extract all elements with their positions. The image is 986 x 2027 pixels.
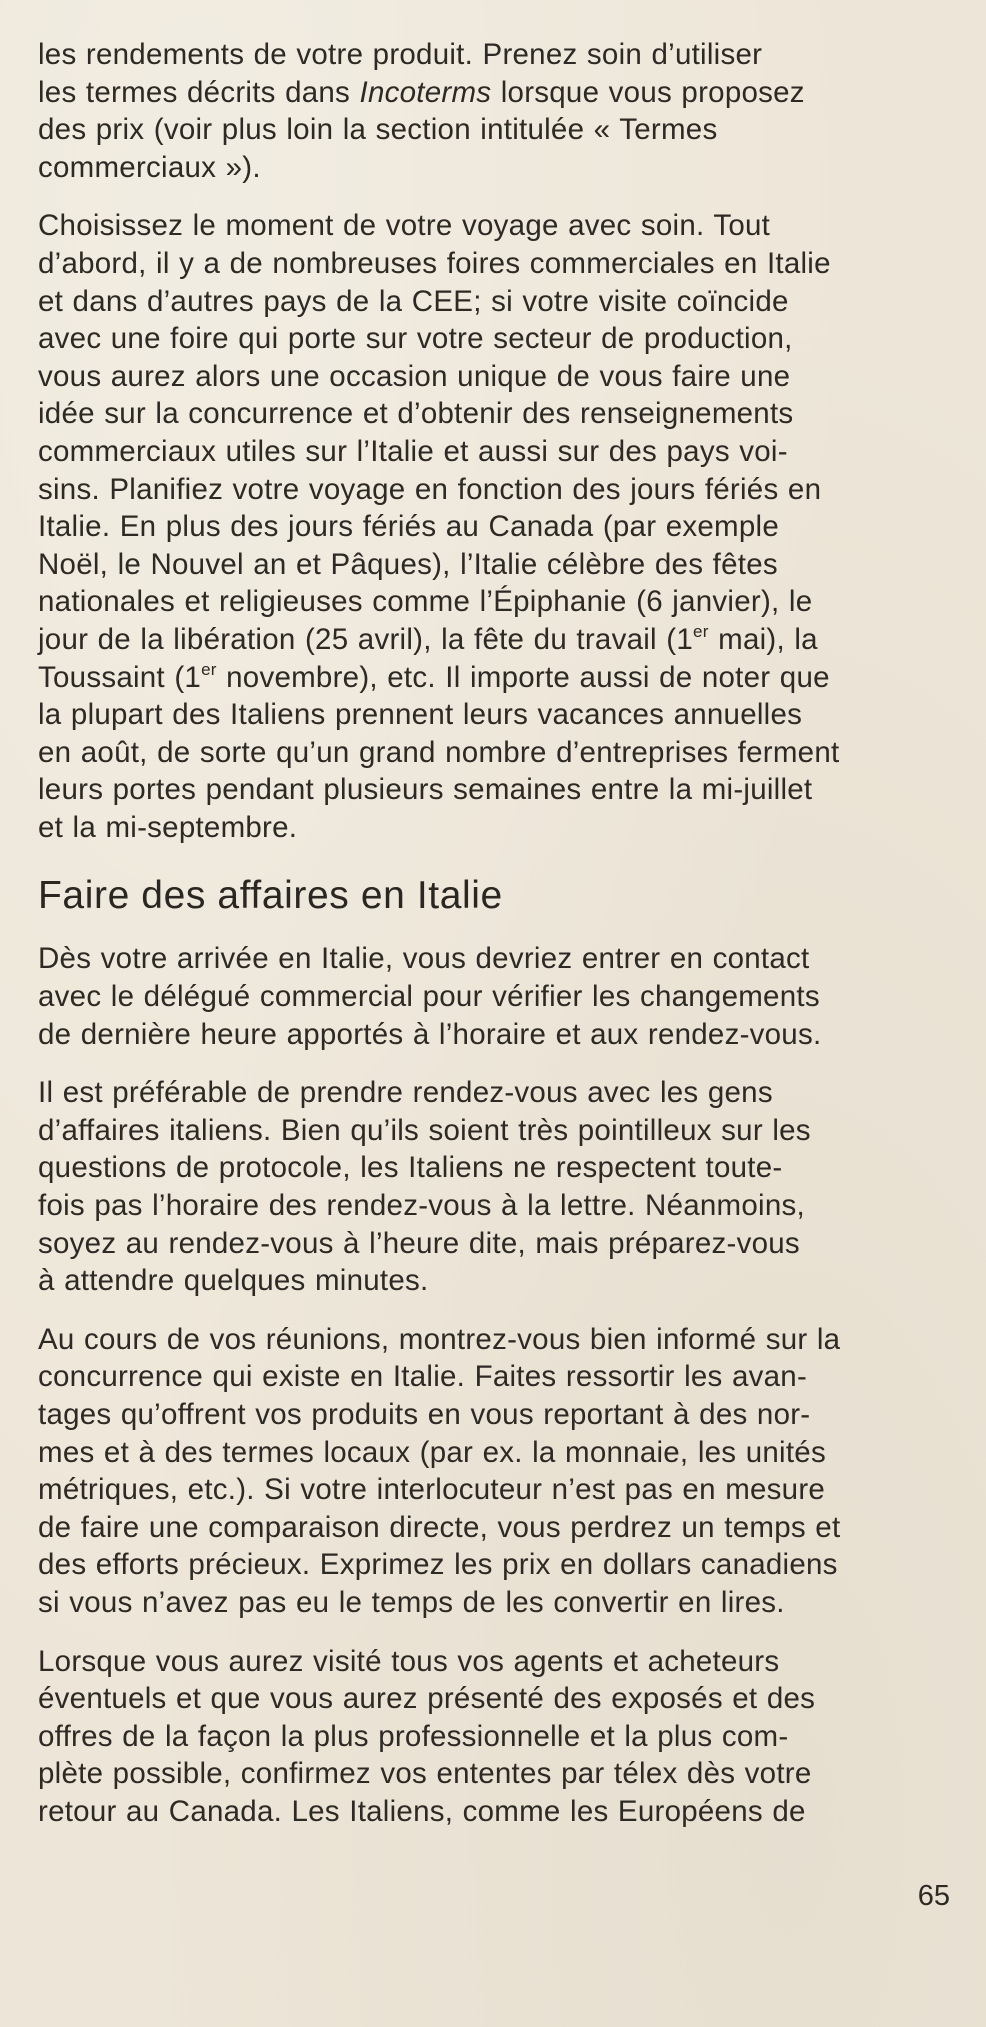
text-line: Lorsque vous aurez visité tous vos agents et acheteurs (38, 1644, 780, 1678)
text-line: Au cours de vos réunions, montrez-vous bien informé sur la (38, 1322, 841, 1356)
paragraph (38, 1321, 948, 1622)
text-line: et la mi-septembre. (38, 810, 298, 844)
text-line: de dernière heure apportés à l’horaire et aux rendez-vous. (38, 1017, 822, 1051)
text-line: éventuels et que vous aurez présenté des exposés et des (38, 1682, 816, 1716)
text-line: avec le délégué commercial pour vérifier les changements (38, 980, 820, 1014)
text-line: et dans d’autres pays de la CEE; si votre visite coïncide (38, 284, 789, 318)
paragraph (38, 1643, 948, 1831)
text-line: Dès votre arrivée en Italie, vous devriez entrer en contact (38, 942, 810, 976)
text-line (38, 659, 948, 697)
text-line: plète possible, confirmez vos ententes par télex dès votre (38, 1757, 812, 1791)
ordinal-superscript: er (693, 621, 709, 641)
ordinal-superscript: er (201, 659, 217, 679)
paragraph (38, 207, 948, 846)
text-line: vous aurez alors une occasion unique de vous faire une (38, 359, 791, 393)
text-line: retour au Canada. Les Italiens, comme les Européens de (38, 1794, 806, 1828)
text-line: de faire une comparaison directe, vous perdrez un temps et (38, 1510, 841, 1544)
text-line: Choisissez le moment de votre voyage avec soin. Tout (38, 209, 771, 243)
text-line: la plupart des Italiens prennent leurs vacances annuelles (38, 698, 803, 732)
paragraph (38, 36, 948, 186)
page-number: 65 (917, 1880, 950, 1912)
text-run: lorsque vous proposez (491, 75, 805, 109)
text-line: offres de la façon la plus professionnelle et la plus com- (38, 1719, 789, 1753)
text-line: Italie. En plus des jours fériés au Canada (par exemple (38, 510, 779, 544)
text-run: jour de la libération (25 avril), la fête du travail (1 (38, 622, 694, 656)
text-line: des efforts précieux. Exprimez les prix en dollars canadiens (38, 1548, 838, 1582)
text-line: métriques, etc.). Si votre interlocuteur n’est pas en mesure (38, 1473, 826, 1507)
text-run: les termes décrits dans (38, 75, 360, 109)
paragraph (38, 940, 948, 1053)
text-run: mai), la (708, 622, 818, 656)
text-line (38, 74, 948, 112)
text-line: en août, de sorte qu’un grand nombre d’entreprises ferment (38, 735, 840, 769)
text-line: soyez au rendez-vous à l’heure dite, mais préparez-vous (38, 1226, 800, 1260)
text-line: à attendre quelques minutes. (38, 1264, 429, 1298)
text-line: d’affaires italiens. Bien qu’ils soient très pointilleux sur les (38, 1113, 811, 1147)
text-run: novembre), etc. Il importe aussi de noter que (216, 660, 830, 694)
paragraph (38, 1074, 948, 1300)
text-line: avec une foire qui porte sur votre secteur de production, (38, 322, 793, 356)
text-line: commerciaux utiles sur l’Italie et aussi sur des pays voi- (38, 434, 788, 468)
text-line: concurrence qui existe en Italie. Faites ressortir les avan- (38, 1360, 808, 1394)
text-line (38, 621, 948, 659)
text-line: tages qu’offrent vos produits en vous reportant à des nor- (38, 1398, 811, 1431)
italic-term: Incoterms (359, 75, 492, 109)
text-line: idée sur la concurrence et d’obtenir des renseignements (38, 397, 794, 431)
text-line: nationales et religieuses comme l’Épiphanie (6 janvier), le (38, 585, 813, 619)
text-line: mes et à des termes locaux (par ex. la monnaie, les unités (38, 1435, 826, 1469)
text-line: si vous n’avez pas eu le temps de les convertir en lires. (38, 1585, 785, 1619)
text-run: Toussaint (1 (38, 660, 202, 694)
text-line: questions de protocole, les Italiens ne respectent toute- (38, 1151, 783, 1185)
text-line: d’abord, il y a de nombreuses foires commerciales en Italie (38, 246, 831, 280)
text-line: Il est préférable de prendre rendez-vous avec les gens (38, 1076, 773, 1110)
text-line: commerciaux »). (38, 150, 261, 184)
text-line: les rendements de votre produit. Prenez soin d’utiliser (38, 38, 763, 71)
section-heading: Faire des affaires en Italie (38, 874, 503, 918)
text-line: leurs portes pendant plusieurs semaines entre la mi-juillet (38, 773, 813, 807)
document-page (38, 36, 948, 1852)
document-body (38, 36, 948, 1831)
text-line: fois pas l’horaire des rendez-vous à la lettre. Néanmoins, (38, 1189, 805, 1223)
text-line: sins. Planifiez votre voyage en fonction des jours fériés en (38, 472, 822, 506)
text-line: des prix (voir plus loin la section intitulée « Termes (38, 113, 718, 147)
text-line: Noël, le Nouvel an et Pâques), l’Italie célèbre des fêtes (38, 547, 778, 581)
